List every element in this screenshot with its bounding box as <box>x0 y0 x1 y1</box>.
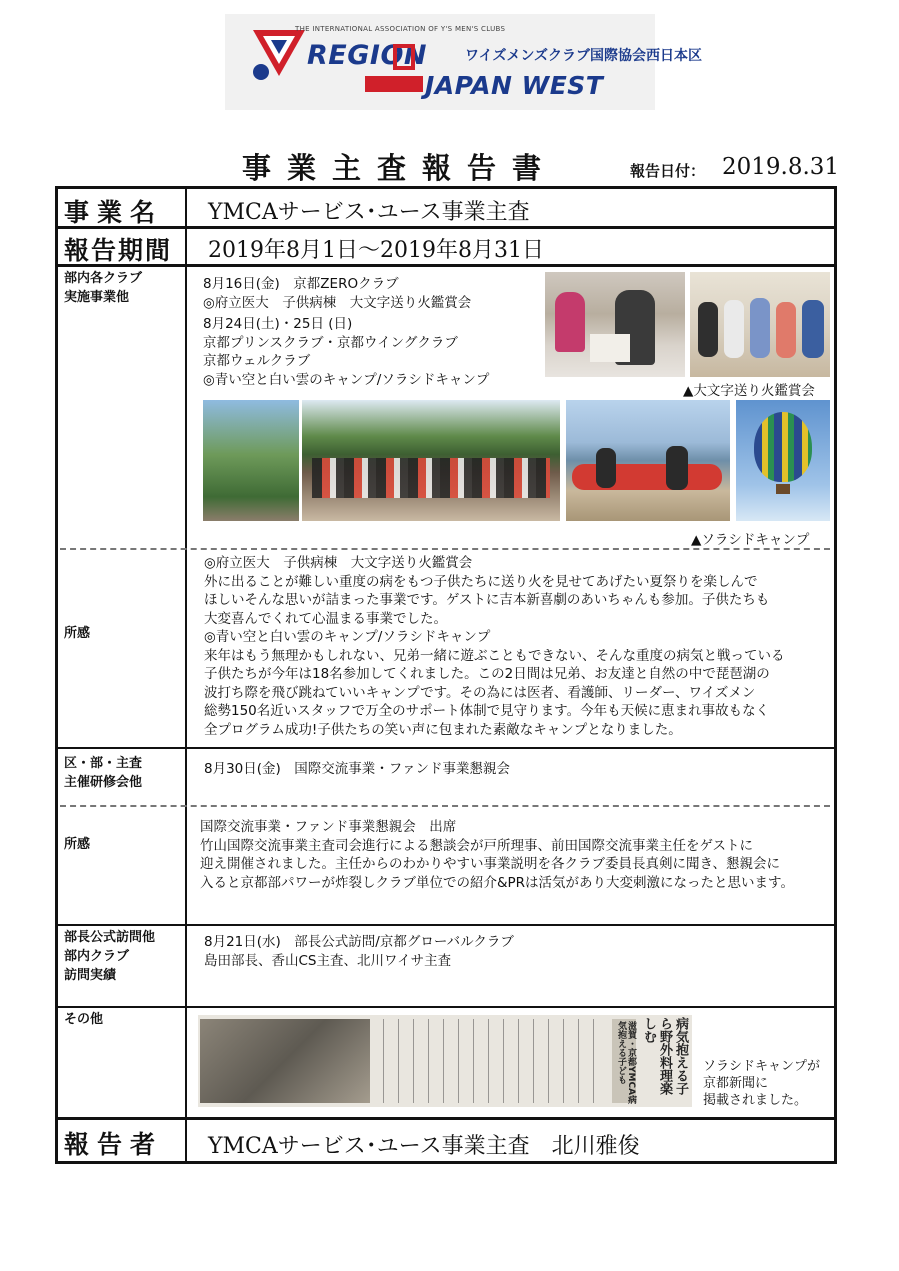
impressions-2-line: 迎え開催されました。主任からのわかりやすい事業説明を各クラブ委員長真剣に聞き、懇親会に <box>200 856 780 872</box>
camp-caption: ▲ソラシドキャンプ <box>691 532 810 548</box>
project-name-label: 事業名 <box>64 198 164 227</box>
impressions-1-line: ◎府立医大 子供病棟 大文字送り火鑑賞会 <box>204 555 473 571</box>
bonfire-event-photo-2 <box>690 272 830 377</box>
club-events-line: 8月24日(土)・25日 (日) <box>203 316 353 332</box>
club-events-line: 京都プリンスクラブ・京都ウイングクラブ <box>203 334 458 351</box>
logo-red-bar <box>365 76 423 92</box>
row-divider <box>55 1117 837 1120</box>
impressions-2-line: 竹山国際交流事業主査司会進行による懇談会が戸所理事、前田国際交流事業主任をゲストに <box>200 837 753 854</box>
club-events-label: 部内各クラブ 実施事業他 <box>64 271 143 305</box>
district-training-label: 区・部・主査 主催研修会他 <box>64 756 143 790</box>
row-divider <box>55 747 837 749</box>
logo-org-line: THE INTERNATIONAL ASSOCIATION OF Y'S MEN'S CLUBS <box>295 25 506 33</box>
row-divider <box>55 264 837 267</box>
impressions-2-text <box>200 818 794 892</box>
impressions-1-line: 外に出ることが難しい重度の病をもつ子供たちに送り火を見せてあげたい夏祭りを楽しんで <box>204 573 758 590</box>
report-date-label: 報告日付： <box>630 162 706 180</box>
impressions-1-line: 大変喜んでくれて心温まる事業でした。 <box>204 610 447 627</box>
club-events-line: ◎青い空と白い雲のキャンプ/ソラシドキャンプ <box>203 371 490 388</box>
impressions-1-line: 波打ち際を飛び跳ねていいキャンプです。その為には医者、看護師、リーダー、ワイズメン <box>204 684 756 701</box>
project-name-value: YMCAサービス･ユース事業主査 <box>208 200 530 225</box>
newspaper-headline: 病気抱える子ら野外料理楽しむ <box>641 1017 688 1095</box>
ys-men-triangle-icon <box>249 24 309 84</box>
impressions-1-line: ほしいそんな思いが詰まった事業です。ゲストに吉本新喜劇のあいちゃんも参加。子供たちも <box>204 592 770 608</box>
bonfire-event-photo-1 <box>545 272 685 377</box>
logo-japan-west: JAPAN WEST <box>425 71 604 100</box>
district-training-text <box>204 760 510 779</box>
newspaper-note: ソラシドキャンプが 京都新聞に 掲載されました。 <box>703 1059 821 1108</box>
logo-red-mark <box>393 44 415 70</box>
report-period-label: 報告期間 <box>64 236 173 265</box>
hot-air-balloon-photo <box>736 400 830 521</box>
official-visits-label: 部長公式訪問他 部内クラブ 訪問実績 <box>64 930 156 983</box>
column-divider <box>185 186 187 1164</box>
reporter-label: 報告者 <box>64 1130 164 1159</box>
impressions-2-label: 所感 <box>64 837 91 852</box>
row-divider <box>55 226 837 229</box>
impressions-1-line: 来年はもう無理かもしれない、兄弟一緒に遊ぶこともできない、そんな重度の病気と戦っている <box>204 647 785 664</box>
region-logo <box>225 14 703 110</box>
report-period-value: 2019年8月1日～2019年8月31日 <box>208 238 544 263</box>
impressions-2-line: 国際交流事業・ファンド事業懇親会 出席 <box>200 819 457 835</box>
report-date: 2019.8.31 <box>722 154 840 180</box>
impressions-1-line: ◎青い空と白い雲のキャンプ/ソラシドキャンプ <box>204 629 491 645</box>
impressions-1-label: 所感 <box>64 626 91 641</box>
row-divider <box>55 1006 837 1008</box>
impressions-2-line: 入ると京都部パワーが炸裂しクラブ単位での紹介&PRは活気があり大変刺激になったと思います。 <box>200 874 794 891</box>
impressions-1-text <box>204 554 785 739</box>
row-divider <box>55 924 837 926</box>
impressions-1-line: 総勢150名近いスタッフで万全のサポート体制で見守ります。今年も天候に恵まれ事故もなく <box>204 703 770 719</box>
dashed-divider <box>60 805 830 807</box>
camp-boat-photo <box>566 400 730 521</box>
newspaper-columns <box>378 1019 608 1103</box>
newspaper-photo <box>200 1019 370 1103</box>
club-events-line: ◎府立医大 子供病棟 大文字送り火鑑賞会 <box>203 294 472 311</box>
document-title: 事業主査報告書 <box>242 151 558 185</box>
official-visits-line: 8月21日(水) 部長公式訪問/京都グローバルクラブ <box>204 934 514 950</box>
club-events-line: 8月16日(金) 京都ZEROクラブ <box>203 276 399 292</box>
logo-region: REGION <box>307 40 427 71</box>
camp-photo-trees <box>203 400 299 521</box>
newspaper-sub-headline: 滋賀・京都YMCA病気抱える子ども <box>616 1021 636 1105</box>
club-events-text <box>203 275 489 389</box>
official-visits-line: 島田部長、香山CS主査、北川ワイサ主査 <box>204 952 452 969</box>
impressions-1-line: 全プログラム成功!子供たちの笑い声に包まれた素敵なキャンプとなりました。 <box>204 721 682 738</box>
impressions-1-line: 子供たちが今年は18名参加してくれました。この2日間は兄弟、お友達と自然の中で琵琶湖の <box>204 666 770 682</box>
logo-region-jp: ワイズメンズクラブ国際協会西日本区 <box>465 48 703 64</box>
bonfire-caption: ▲大文字送り火鑑賞会 <box>683 383 815 399</box>
camp-group-photo <box>302 400 560 521</box>
dashed-divider <box>60 548 830 550</box>
reporter-value: YMCAサービス･ユース事業主査 北川雅俊 <box>208 1134 640 1159</box>
newspaper-clipping <box>198 1015 692 1107</box>
other-label: その他 <box>64 1012 104 1027</box>
club-events-line: 京都ウェルクラブ <box>203 353 311 369</box>
district-training-line: 8月30日(金) 国際交流事業・ファンド事業懇親会 <box>204 761 511 777</box>
official-visits-text <box>204 933 514 970</box>
